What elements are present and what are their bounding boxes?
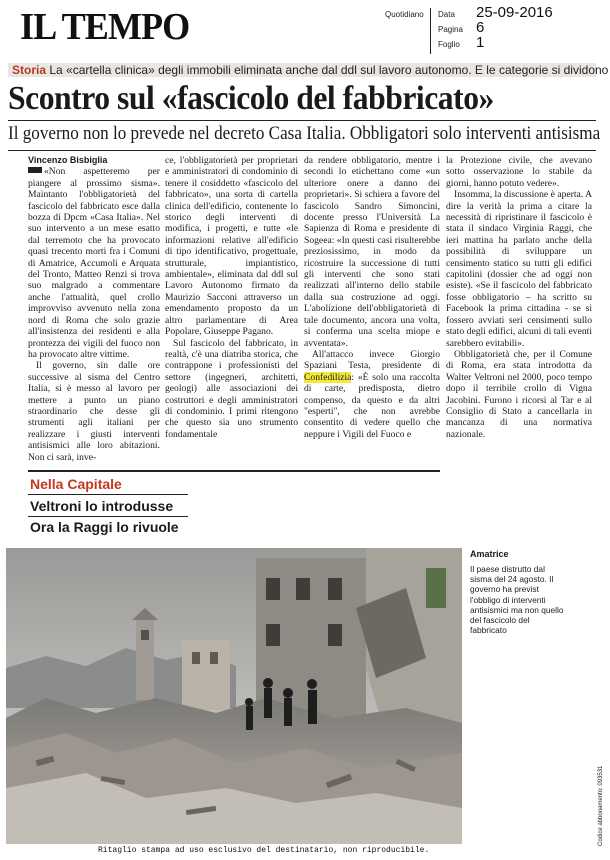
article-column-1 [28, 155, 160, 467]
kicker-section: Storia [12, 63, 47, 77]
page-value: 6 [476, 19, 485, 36]
headline: Scontro sul «fascicolo del fabbricato» [8, 80, 494, 117]
lead-marker [28, 167, 42, 173]
kicker-text: La «cartella clinica» degli immobili eliminata anche dal ddl sul lavoro autonomo. E le categorie si dividono [49, 63, 609, 77]
article-paragraph-quote [304, 349, 440, 440]
publication-type: Quotidiano [385, 10, 424, 19]
article-paragraph: da rendere obbligatorio, mentre i secondi lo etichettano come «un ulteriore onere a danno dei proprietari». Si schiera a favore del fascicolo Sandro Simoncini, docente presso l'Università La Sapienza di Roma e presidente di Sogeea: «In questi casi risulterebbe preziosissimo, in modo da ricostruire la successione di tutti gli interventi che sono stati realizzati all'interno dello stabile dalla sua costruzione ad oggi. L'abolizione dell'obbligatorietà di tale documento, ancora una volta, si conferma una scelta miope e avventata». [304, 155, 440, 349]
article-column-4 [446, 155, 592, 473]
quote-intro: All'attacco invece Giorgio Spaziani Testa, presidente di [304, 348, 440, 372]
kicker [12, 63, 608, 77]
article-paragraph: ce, l'obbligatorietà per proprietari e amministratori di condominio di tenere il cosiddetto «fascicolo del fabbricato», una sorta di cartella clinica dell'edificio, contenente lo storico degli interventi di modifica, i progetti, e tutte «le informazioni relative all'edificio di tipo identificativo, progettuale, strutturale, impiantistico, ambientale», eliminata dal ddl sul Lavoro Autonomo firmato da Maurizio Sacconi attraverso un emendamento proposto da un altro parlamentare di Area Popolare, Giuseppe Pagano. [165, 155, 298, 338]
date-value: 25-09-2016 [476, 4, 553, 21]
meta-divider [430, 8, 431, 54]
sheet-label: Foglio [438, 40, 460, 49]
confedilizia-highlight: Confedilizia [304, 371, 352, 383]
footer-disclaimer: Ritaglio stampa ad uso esclusivo del destinatario, non riproducibile. [98, 846, 430, 855]
article-column-2 [165, 155, 298, 467]
article-column-3 [304, 155, 440, 467]
photo-caption: Il paese distrutto dal sisma del 24 agosto. Il governo ha previst l'obbligo di interventi antisismici ma non quello del fascicolo del fabbricato [470, 564, 564, 636]
byline: Vincenzo Bisbiglia [28, 155, 108, 165]
sidebar-title-capitale: Nella Capitale [30, 476, 122, 492]
quote-body: : «È solo una raccolta di carte, predisposta, dietro compenso, da questo e da altri "esperti", che non avrebbe consentito di vedere quello che neppure i Vigili del Fuoco e [304, 371, 440, 440]
headline-rule [8, 120, 596, 121]
amatrice-photo [6, 548, 462, 844]
article-paragraph: «Non aspetteremo per piangere al prossimo sisma». Maintanto l'obbligatorietà del fascicolo del fabbricato esce dalla bozza di Dpcm «Casa Italia». Nel suo intervento a un mese esatto dal terremoto che ha provocato quasi trecento morti fra i Comuni di Amatrice, Accumoli e Arquata del Tronto, Matteo Renzi si trova suo malgrado a commentare anche l'attualità, quel crollo improvviso avvenuto nella zona nord di Roma che solo grazie all'insistenza dei residenti e alla prontezza dei vigili del fuoco non ha provocato altre vittime. [28, 166, 160, 360]
rubble-photo-illustration [6, 548, 462, 844]
photo-caption-title: Amatrice [470, 549, 509, 559]
sidebar-title-veltroni: Veltroni lo introdusse [30, 498, 174, 514]
subscription-code: Codice abbonamento: 093531 [598, 765, 604, 846]
sidebar-title-raggi: Ora la Raggi lo rivuole [30, 519, 179, 535]
date-label: Data [438, 10, 455, 19]
sidebar-top-rule [28, 470, 440, 472]
article-paragraph: la Protezione civile, che avevano sotto osservazione lo stabile da giorni, hanno potuto vedere». [446, 155, 592, 189]
masthead-logo: IL TEMPO [20, 6, 190, 48]
page-label: Pagina [438, 25, 463, 34]
sheet-value: 1 [476, 34, 485, 51]
article-paragraph: Il governo, sin dalle ore successive al sisma del Centro Italia, si è messo al lavoro per mettere a punto un piano straordinario che desse gli strumenti agli italiani per realizzare i giusti interventi antisismici alle loro abitazioni. Non ci sarà, inve- [28, 360, 160, 463]
article-paragraph: Insomma, la discussione è aperta. A dire la verità la prima a citare la necessità di ripristinare il fascicolo è stata il sindaco Virginia Raggi, che ieri mattina ha parlato anche della possibilità di sviluppare un censimento statico su tutti gli edifici capitolini (dossier che ad oggi non esiste). «Se il fascicolo del fabbricato fosse obbligatorio – ha scritto su Facebook la prima cittadina - se si fossero avviati seri censimenti sullo stato degli edifici, alcuni di tali eventi sarebbero evitabili». [446, 189, 592, 349]
article-paragraph: Sul fascicolo del fabbricato, in realtà, c'è una diatriba storica, che contrappone i professionisti del settore (ingegneri, architetti, geologi) alle associazioni dei costruttori e degli amministratori di condominio. I primi ritengono che questo sia uno strumento fondamentale [165, 337, 298, 440]
subhead: Il governo non lo prevede nel decreto Casa Italia. Obbligatori solo interventi antisisma [8, 123, 601, 144]
sidebar-rule [28, 494, 188, 495]
article-paragraph: Obbligatorietà che, per il Comune di Roma, era stata introdotta da Walter Veltroni nel 2000, poco tempo dopo il terribile crollo di Vigna Jacobini. Furono i ricorsi al Tar e al Consiglio di Stato a cancellarla in mancanza di una normativa nazionale. [446, 348, 592, 440]
subhead-rule [8, 150, 596, 151]
sidebar-rule [28, 516, 188, 517]
